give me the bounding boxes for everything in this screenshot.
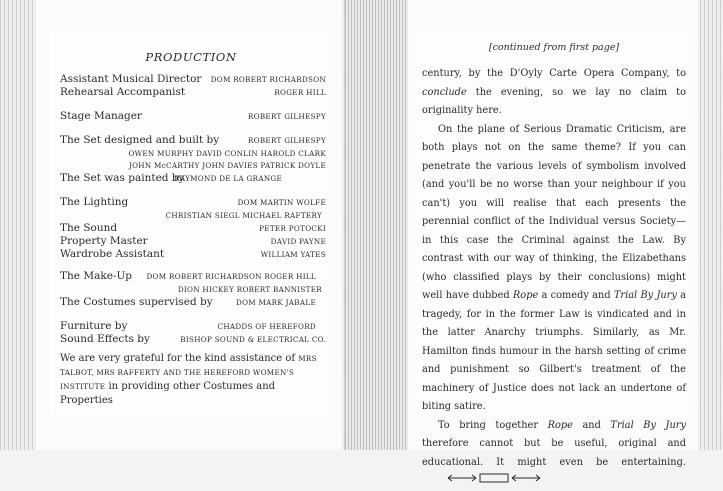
credit-name: DOM ROBERT RICHARDSON ROGER HILL <box>146 270 316 283</box>
credit-row <box>60 320 326 333</box>
double-arrow-ornament-icon <box>430 472 542 491</box>
notes-panel <box>416 30 692 415</box>
credit-name: DOM MARK JABALE <box>236 296 316 309</box>
credit-role: The Set was painted by <box>60 172 185 185</box>
paragraph: century, by the D'Oyly Carte Opera Company, to conclude the evening, so we lay no claim to originality here. <box>422 65 686 121</box>
credit-row <box>60 235 326 248</box>
credit-name: PETER POTOCKI <box>259 222 326 235</box>
credit-row <box>60 172 326 185</box>
credit-role: Assistant Musical Director <box>60 73 201 86</box>
right-page <box>408 0 698 450</box>
credit-name: BISHOP SOUND & ELECTRICAL CO. <box>180 333 326 346</box>
thanks-text: INSTITUTE <box>60 382 105 391</box>
thanks-text: in providing other Costumes and Properties <box>60 381 275 406</box>
thanks-text: We are very grateful for the kind assistance of <box>60 353 298 364</box>
credit-name: RAYMOND DE LA GRANGE <box>174 172 282 185</box>
production-panel <box>50 30 332 415</box>
credit-name: WILLIAM YATES <box>261 248 326 261</box>
credit-row <box>60 86 326 99</box>
credit-role: The Make-Up <box>60 270 132 283</box>
programme-notes <box>422 65 686 491</box>
continued-note: [continued from first page] <box>416 42 692 53</box>
thanks-text: TALBOT, MRS RAFFERTY AND THE HEREFORD WOMEN'S <box>60 368 294 377</box>
credit-name: DOM MARTIN WOLFE <box>238 196 326 209</box>
paragraph: To bring together Rope and Trial By Jury therefore cannot but be useful, original and educational. It might even be entertaining. <box>422 417 686 491</box>
credit-role: The Sound <box>60 222 117 235</box>
credit-row <box>60 333 326 346</box>
credit-role: The Lighting <box>60 196 128 209</box>
credit-role: The Set designed and built by <box>60 134 219 147</box>
credit-row <box>60 222 326 235</box>
paragraph: On the plane of Serious Dramatic Criticism, are both plays not on the same theme? If you can penetrate the various levels of symbolism involved (and you'll be no worse than your neighbour if you can't) you will realise that each presents the perennial conflict of the Individual versus Society—in this case the Criminal against the Law. By contrast with our way of thinking, the Elizabethans (who classified plays by their conclusions) might well have dubbed Rope a comedy and Trial By Jury a tragedy, for in the former Law is vindicated and in the latter Anarchy triumphs. Similarly, as Mr. Hamilton finds humour in the harsh setting of crime and punishment so Gilbert's treatment of the machinery of Justice does not lack an undertone of biting satire. <box>422 121 686 417</box>
lighting-crew-line: CHRISTIAN SIEGL MICHAEL RAFTERY <box>166 210 322 221</box>
credit-name: ROGER HILL <box>274 86 326 99</box>
credit-row <box>60 73 326 86</box>
credit-role: Stage Manager <box>60 110 142 123</box>
credit-role: The Costumes supervised by <box>60 296 213 309</box>
credit-row <box>60 110 326 123</box>
credit-row <box>60 296 326 309</box>
thanks-text: MRS <box>298 354 317 363</box>
acknowledgements <box>60 352 326 408</box>
credit-role: Property Master <box>60 235 148 248</box>
set-builders-line: JOHN McCARTHY JOHN DAVIES PATRICK DOYLE <box>129 160 326 171</box>
set-builders-line: OWEN MURPHY DAVID CONLIN HAROLD CLARK <box>128 148 326 159</box>
production-title: PRODUCTION <box>50 50 332 64</box>
credit-name: DAVID PAYNE <box>271 235 326 248</box>
makeup-crew-line: DION HICKEY ROBERT BANNISTER <box>178 284 322 295</box>
left-page <box>36 0 342 450</box>
credit-name: ROBERT GILHESPY <box>248 134 326 147</box>
page-gutter <box>345 0 411 450</box>
credit-role: Furniture by <box>60 320 127 333</box>
credit-name: ROBERT GILHESPY <box>248 110 326 123</box>
credit-row <box>60 270 326 283</box>
credit-row <box>60 134 326 147</box>
credit-name: CHADDS OF HEREFORD <box>218 320 316 333</box>
credit-role: Rehearsal Accompanist <box>60 86 185 99</box>
credit-row <box>60 248 326 261</box>
credit-name: DOM ROBERT RICHARDSON <box>211 73 326 86</box>
credit-row <box>60 196 326 209</box>
credit-role: Wardrobe Assistant <box>60 248 164 261</box>
credit-role: Sound Effects by <box>60 333 150 346</box>
